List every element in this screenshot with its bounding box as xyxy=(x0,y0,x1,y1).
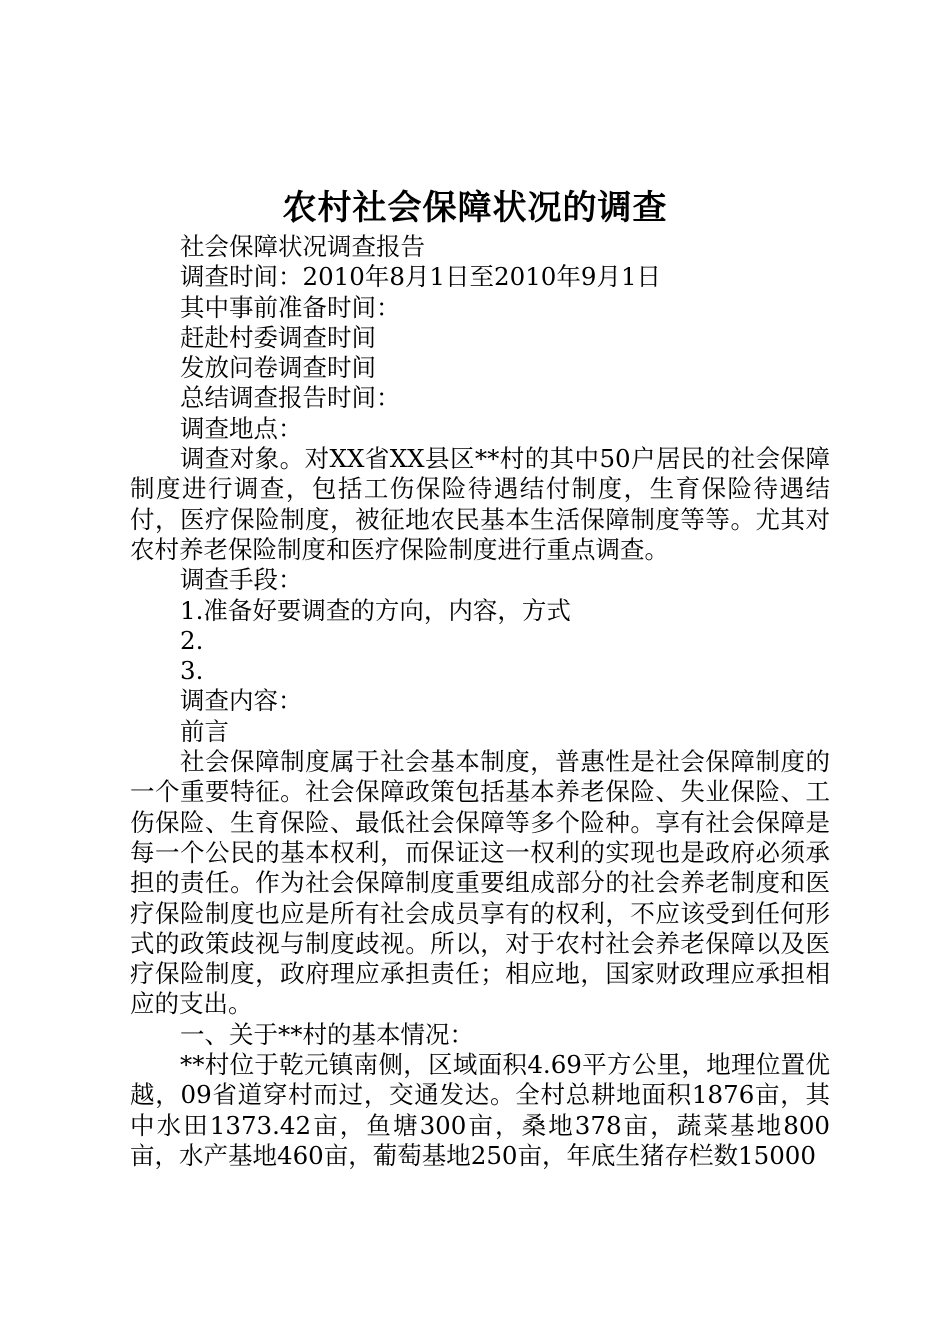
paragraph: 前言 xyxy=(180,716,229,746)
paragraph: 总结调查报告时间： xyxy=(180,383,401,413)
paragraph: 社会保障制度属于社会基本制度，普惠性是社会保障制度的一个重要特征。社会保障政策包括基本养老保险、失业保险、工伤保险、生育保险、最低社会保障等多个险种。享有社会保障是每一个公民的基本权利，而保证这一权利的实现也是政府必须承担的责任。作为社会保障制度重要组成部分的社会养老制度和医疗保险制度也应是所有社会成员享有的权利，不应该受到任何形式的政策歧视与制度歧视。所以，对于农村社会养老保障以及医疗保险制度，政府理应承担责任；相应地，国家财政理应承担相应的支出。 xyxy=(130,747,830,1019)
paragraph: 1.准备好要调查的方向，内容，方式 xyxy=(180,595,571,625)
paragraph: 3. xyxy=(180,656,204,686)
paragraph: 调查地点： xyxy=(180,413,303,443)
paragraph: 发放问卷调查时间 xyxy=(180,353,376,383)
paragraph: 调查内容： xyxy=(180,686,303,716)
paragraph: 调查时间：2010年8月1日至2010年9月1日 xyxy=(180,262,662,292)
paragraph: 其中事前准备时间： xyxy=(180,292,401,322)
document-body xyxy=(130,232,830,1171)
document-title: 农村社会保障状况的调查 xyxy=(282,188,668,228)
paragraph: **村位于乾元镇南侧，区域面积4.69平方公里，地理位置优越，09省道穿村而过，交通发达。全村总耕地面积1876亩，其中水田1373.42亩，鱼塘300亩，桑地378亩，蔬菜基地800亩，水产基地460亩，葡萄基地250亩，年底生猪存栏数15000 xyxy=(130,1050,830,1170)
paragraph: 赶赴村委调查时间 xyxy=(180,322,376,352)
paragraph: 2. xyxy=(180,625,204,655)
paragraph: 一、关于**村的基本情况： xyxy=(180,1019,474,1049)
paragraph: 调查对象。对XX省XX县区**村的其中50户居民的社会保障制度进行调查，包括工伤保险待遇结付制度，生育保险待遇结付，医疗保险制度，被征地农民基本生活保障制度等等。尤其对农村养老保险制度和医疗保险制度进行重点调查。 xyxy=(130,444,830,564)
paragraph: 社会保障状况调查报告 xyxy=(180,232,425,261)
paragraph: 调查手段： xyxy=(180,565,303,595)
